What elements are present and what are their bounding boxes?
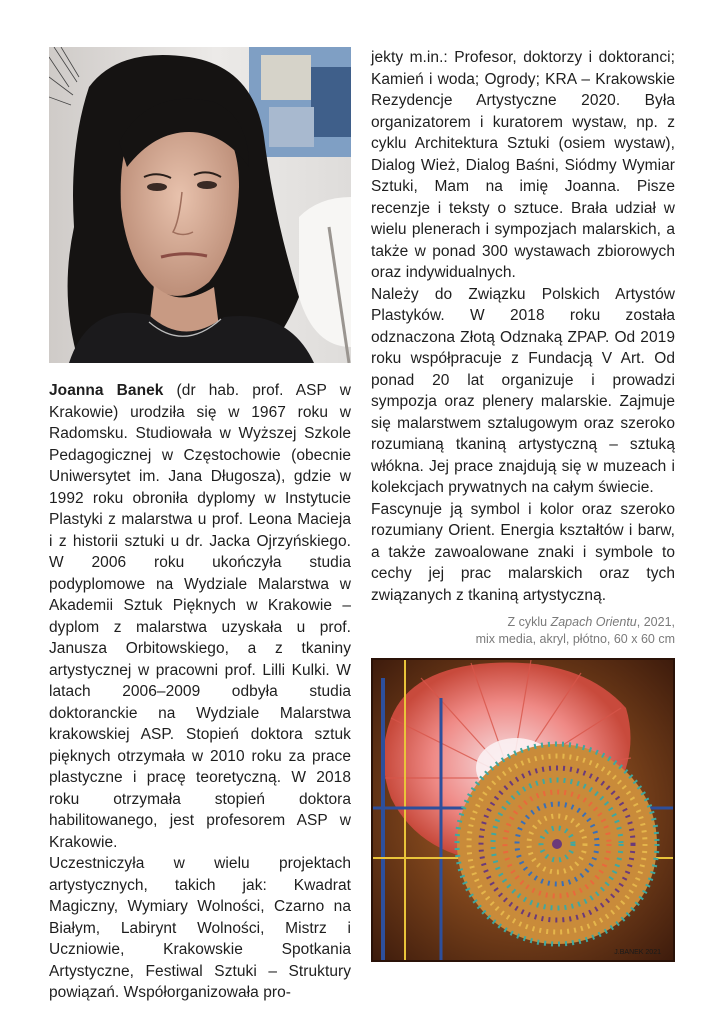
artist-name: Joanna Banek	[49, 382, 164, 399]
bio-main-paragraph	[49, 380, 351, 853]
caption-line-2: mix media, akryl, płótno, 60 x 60 cm	[475, 632, 675, 646]
left-column	[49, 47, 351, 1004]
artist-portrait-photo	[49, 47, 351, 363]
portrait-illustration	[49, 47, 351, 363]
right-column	[371, 47, 675, 962]
bio-intro: (dr hab. prof. ASP w Krakowie) urodziła się w 1967 roku w Radomsku. Studiowała w Wyższej Szkole Pedagogicznej w Częstochowie (obecnie Uniwersytet im. Jana Długosza), gdzie w 1992 roku obroniła dyplomy w Instytucie Plastyki z malarstwa u prof. Leona Macieja i z historii sztuki u dr. Jacka Ojrzyńskiego. W 2006 roku ukończyła studia podyplomowe na Wydziale Malarstwa w Akademii Sztuk Pięknych w Krakowie – dyplom z malarstwa uzyskała u prof. Janusza Orbitowskiego, a z tkaniny artystycznej w pracowni prof. Lilli Kulki. W latach 2006–2009 odbyła studia doktoranckie na Wydziale Malarstwa krakowskiej ASP. Stopień doktora sztuk pięknych otrzymała w 2010 roku za prace plastyczne i pracę teoretyczną. W 2018 roku otrzymała stopień doktora habilitowanego, jest profesorem ASP w Krakowie.	[49, 382, 351, 851]
artwork-caption	[371, 614, 675, 648]
artwork-title: Zapach Orientu	[550, 615, 637, 629]
caption-prefix: Z cyklu	[507, 615, 551, 629]
caption-line-1	[371, 614, 675, 631]
bio-projects-paragraph: Uczestniczyła w wielu projektach artystycznych, takich jak: Kwadrat Magiczny, Wymiary Wolności, Czarno na Białym, Labirynt Wolności, Mistrz i Uczniowie, Krakowskie Spotkania Artystyczne, Festiwal Sztuki – Struktury powiązań. Współorganizowała pro-	[49, 855, 351, 1001]
bio-projects-continued: jekty m.in.: Profesor, doktorzy i doktoranci; Kamień i woda; Ogrody; KRA – Krakowskie Rezydencje Artystyczne 2020. Była organizatorem i kuratorem wystaw, np. z cyklu Architektura Sztuki (osiem wystaw), Dialog Wież, Dialog Baśni, Siódmy Wymiar Sztuki, Mam na imię Joanna. Pisze recenzje i teksty o sztuce. Brała udział w wielu plenerach i sympozjach malarskich, a także w ponad 300 wystawach zbiorowych oraz indywidualnych.	[371, 49, 675, 281]
bio-membership-paragraph: Należy do Związku Polskich Artystów Plastyków. W 2018 roku została odznaczona Złotą Odznaką ZPAP. Od 2019 roku współpracuje z Fundacją V Art. Od ponad 20 lat organizuje i prowadzi sympozja oraz plenery malarskie. Zajmuje się malarstwem sztalugowym oraz szeroko rozumianą tkaniną artystyczną – sztuką włókna. Jej prace znajdują się w muzeach i kolekcjach prywatnych na całym świecie.	[371, 285, 675, 496]
caption-year: , 2021,	[636, 615, 675, 629]
bio-fascination-paragraph: Fascynuje ją symbol i kolor oraz szeroko rozumiany Orient. Energia kształtów i barw, a także zawoalowane znaki i symbole to cechy jej prac malarskich oraz tych związanych z tkaniną artystyczną.	[371, 500, 675, 604]
painting-illustration	[371, 658, 675, 962]
artwork-painting	[371, 658, 675, 962]
painting-signature: J.BANEK 2021	[614, 949, 661, 956]
